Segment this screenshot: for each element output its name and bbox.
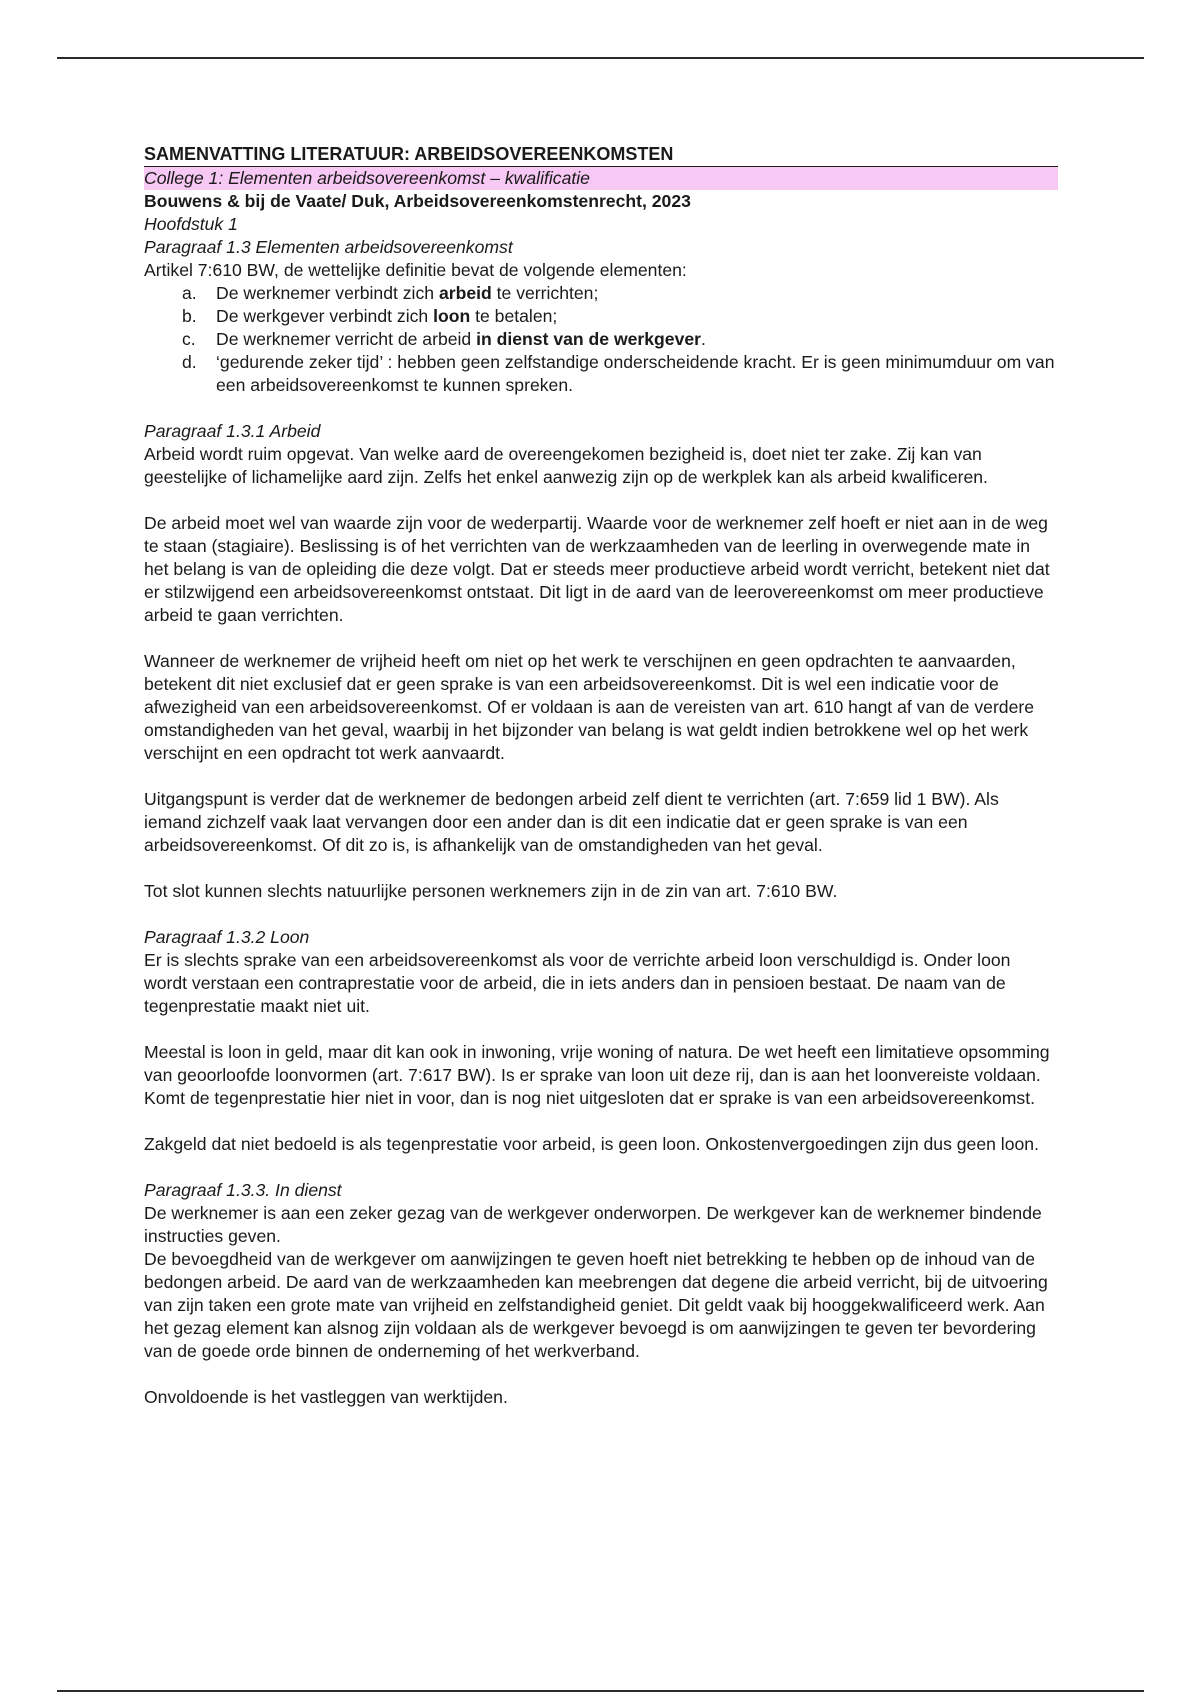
source-reference: Bouwens & bij de Vaate/ Duk, Arbeidsovereenkomstenrecht, 2023 bbox=[144, 191, 691, 211]
college-banner: College 1: Elementen arbeidsovereenkomst – kwalificatie bbox=[144, 167, 1058, 190]
list-text: te betalen; bbox=[470, 306, 558, 326]
paragraph: Arbeid wordt ruim opgevat. Van welke aard de overeengekomen bezigheid is, doet niet ter zake. Zij kan van geestelijke of lichamelijke aard zijn. Zelfs het enkel aanwezig zijn op de werkplek kan als arbeid kwalificeren. bbox=[144, 444, 988, 487]
paragraph: Uitgangspunt is verder dat de werknemer de bedongen arbeid zelf dient te verrichten (art. 7:659 lid 1 BW). Als iemand zichzelf vaak laat vervangen door een ander dan is dit een indicatie dat er geen sprake is van een arbeidsovereenkomst. Of dit zo is, is afhankelijk van de omstandigheden van het geval. bbox=[144, 789, 999, 855]
list-item bbox=[144, 282, 1058, 305]
paragraph: De werknemer is aan een zeker gezag van de werkgever onderworpen. De werkgever kan de werknemer bindende instructies geven. bbox=[144, 1203, 1042, 1246]
list-item bbox=[144, 328, 1058, 351]
paragraph: De arbeid moet wel van waarde zijn voor de wederpartij. Waarde voor de werknemer zelf hoeft er niet aan in de weg te staan (stagiaire). Beslissing is of het verrichten van de werkzaamheden van de leerling in overwegende mate in het belang is van de opleiding die deze volgt. Dat er steeds meer productieve arbeid wordt verricht, betekent niet dat er stilzwijgend een arbeidsovereenkomst ontstaat. Dit ligt in de aard van de leerovereenkomst om meer productieve arbeid te gaan verrichten. bbox=[144, 513, 1050, 625]
elements-list bbox=[144, 282, 1058, 397]
section-heading: Paragraaf 1.3 Elementen arbeidsovereenkomst bbox=[144, 237, 513, 257]
paragraph: De bevoegdheid van de werkgever om aanwijzingen te geven hoeft niet betrekking te hebben op de inhoud van de bedongen arbeid. De aard van de werkzaamheden kan meebrengen dat degene die arbeid verricht, bij de uitvoering van zijn taken een grote mate van vrijheid en zelfstandigheid geniet. Dit geldt vaak bij hooggekwalificeerd werk. Aan het gezag element kan alsnog zijn voldaan als de werkgever bevoegd is om aanwijzingen te geven ter bevordering van de goede orde binnen de onderneming of het werkverband. bbox=[144, 1249, 1048, 1361]
list-text: De werkgever verbindt zich bbox=[216, 306, 434, 326]
list-text: . bbox=[701, 329, 706, 349]
paragraph: Onvoldoende is het vastleggen van werktijden. bbox=[144, 1387, 508, 1407]
document-title: SAMENVATTING LITERATUUR: ARBEIDSOVEREENKOMSTEN bbox=[144, 142, 1058, 167]
paragraph: Meestal is loon in geld, maar dit kan ook in inwoning, vrije woning of natura. De wet heeft een limitatieve opsomming van geoorloofde loonvormen (art. 7:617 BW). Is er sprake van loon uit deze rij, dan is aan het loonvereiste voldaan. Komt de tegenprestatie hier niet in voor, dan is nog niet uitgesloten dat er sprake is van een arbeidsovereenkomst. bbox=[144, 1042, 1050, 1108]
section-heading: Paragraaf 1.3.2 Loon bbox=[144, 927, 310, 947]
list-item bbox=[144, 305, 1058, 328]
list-marker: c. bbox=[182, 329, 196, 349]
list-text: ‘gedurende zeker tijd’ : hebben geen zelfstandige onderscheidende kracht. Er is geen minimumduur om van een arbeidsovereenkomst te kunnen spreken. bbox=[216, 352, 1055, 395]
list-marker: b. bbox=[182, 306, 197, 326]
list-emphasis: in dienst van de werkgever bbox=[476, 329, 702, 349]
list-text: De werknemer verbindt zich bbox=[216, 283, 439, 303]
list-text: De werknemer verricht de arbeid bbox=[216, 329, 477, 349]
section-intro: Artikel 7:610 BW, de wettelijke definitie bevat de volgende elementen: bbox=[144, 260, 687, 280]
document-body bbox=[144, 142, 1058, 1409]
list-text: te verrichten; bbox=[491, 283, 599, 303]
list-marker: d. bbox=[182, 352, 197, 372]
chapter-heading: Hoofdstuk 1 bbox=[144, 214, 238, 234]
header-rule bbox=[57, 57, 1144, 59]
list-emphasis: arbeid bbox=[438, 283, 492, 303]
list-item bbox=[144, 351, 1058, 397]
paragraph: Tot slot kunnen slechts natuurlijke personen werknemers zijn in de zin van art. 7:610 BW. bbox=[144, 881, 838, 901]
paragraph: Er is slechts sprake van een arbeidsovereenkomst als voor de verrichte arbeid loon verschuldigd is. Onder loon wordt verstaan een contraprestatie voor de arbeid, die in iets anders dan in pensioen bestaat. De naam van de tegenprestatie maakt niet uit. bbox=[144, 950, 1011, 1016]
footer-rule bbox=[57, 1690, 1144, 1692]
list-emphasis: loon bbox=[433, 306, 471, 326]
section-heading: Paragraaf 1.3.1 Arbeid bbox=[144, 421, 321, 441]
paragraph: Wanneer de werknemer de vrijheid heeft om niet op het werk te verschijnen en geen opdrachten te aanvaarden, betekent dit niet exclusief dat er geen sprake is van een arbeidsovereenkomst. Dit is wel een indicatie voor de afwezigheid van een arbeidsovereenkomst. Of er voldaan is aan de vereisten van art. 610 hangt af van de verdere omstandigheden van het geval, waarbij in het bijzonder van belang is wat geldt indien betrokkene wel op het werk verschijnt en een opdracht tot werk aanvaardt. bbox=[144, 651, 1035, 763]
list-marker: a. bbox=[182, 283, 197, 303]
section-heading: Paragraaf 1.3.3. In dienst bbox=[144, 1180, 342, 1200]
paragraph: Zakgeld dat niet bedoeld is als tegenprestatie voor arbeid, is geen loon. Onkostenvergoedingen zijn dus geen loon. bbox=[144, 1134, 1039, 1154]
